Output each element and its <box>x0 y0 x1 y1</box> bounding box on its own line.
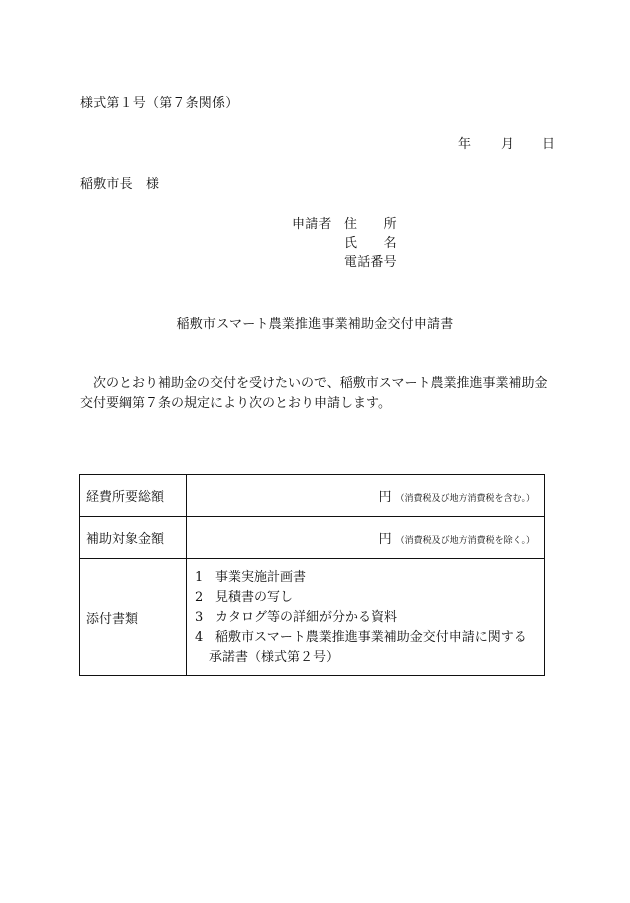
date-month-label: 月 <box>501 137 515 152</box>
attachments-list <box>187 564 544 670</box>
tax-note: （消費税及び地方消費税を除く。） <box>395 536 535 546</box>
applicant-block <box>0 216 630 276</box>
item-number: 4 <box>195 630 204 645</box>
item-number: 1 <box>195 570 204 585</box>
list-item-continuation: 承諾書（様式第２号） <box>209 650 340 665</box>
attachments-label: 添付書類 <box>80 559 187 676</box>
list-item <box>195 608 544 628</box>
applicant-name-label: 氏 名 <box>344 236 397 251</box>
attachments-cell <box>187 559 545 676</box>
body-paragraph: 次のとおり補助金の交付を受けたいので、稲敷市スマート農業推進事業補助金交付要綱第７条の規定により次のとおり申請します。 <box>80 376 548 411</box>
table-row <box>80 475 545 517</box>
item-number: 2 <box>195 590 204 605</box>
tax-note: （消費税及び地方消費税を含む。） <box>395 494 535 504</box>
list-item <box>195 588 544 608</box>
item-text: 稲敷市スマート農業推進事業補助金交付申請に関する <box>215 630 527 645</box>
application-table <box>79 474 545 676</box>
applicant-address-label: 住 所 <box>344 217 397 232</box>
total-cost-label: 経費所要総額 <box>80 475 187 517</box>
addressee: 稲敷市長 様 <box>80 177 160 192</box>
table-row <box>80 517 545 559</box>
item-number: 3 <box>195 610 204 625</box>
list-item <box>195 628 544 648</box>
yen-unit: 円 <box>378 532 392 547</box>
total-cost-amount-field[interactable] <box>187 475 545 517</box>
item-text: 事業実施計画書 <box>215 570 307 585</box>
form-number: 様式第１号（第７条関係） <box>80 96 239 111</box>
item-text: 見積書の写し <box>215 590 294 605</box>
table-row <box>80 559 545 676</box>
date-year-label: 年 <box>458 137 472 152</box>
date-day-label: 日 <box>542 137 556 152</box>
document-title: 稲敷市スマート農業推進事業補助金交付申請書 <box>176 317 454 332</box>
applicant-label: 申請者 <box>292 217 332 232</box>
yen-unit: 円 <box>378 490 392 505</box>
applicant-phone-label: 電話番号 <box>344 255 397 270</box>
subsidy-target-amount-field[interactable] <box>187 517 545 559</box>
subsidy-target-label: 補助対象金額 <box>80 517 187 559</box>
item-text: カタログ等の詳細が分かる資料 <box>215 610 398 625</box>
list-item <box>195 568 544 588</box>
